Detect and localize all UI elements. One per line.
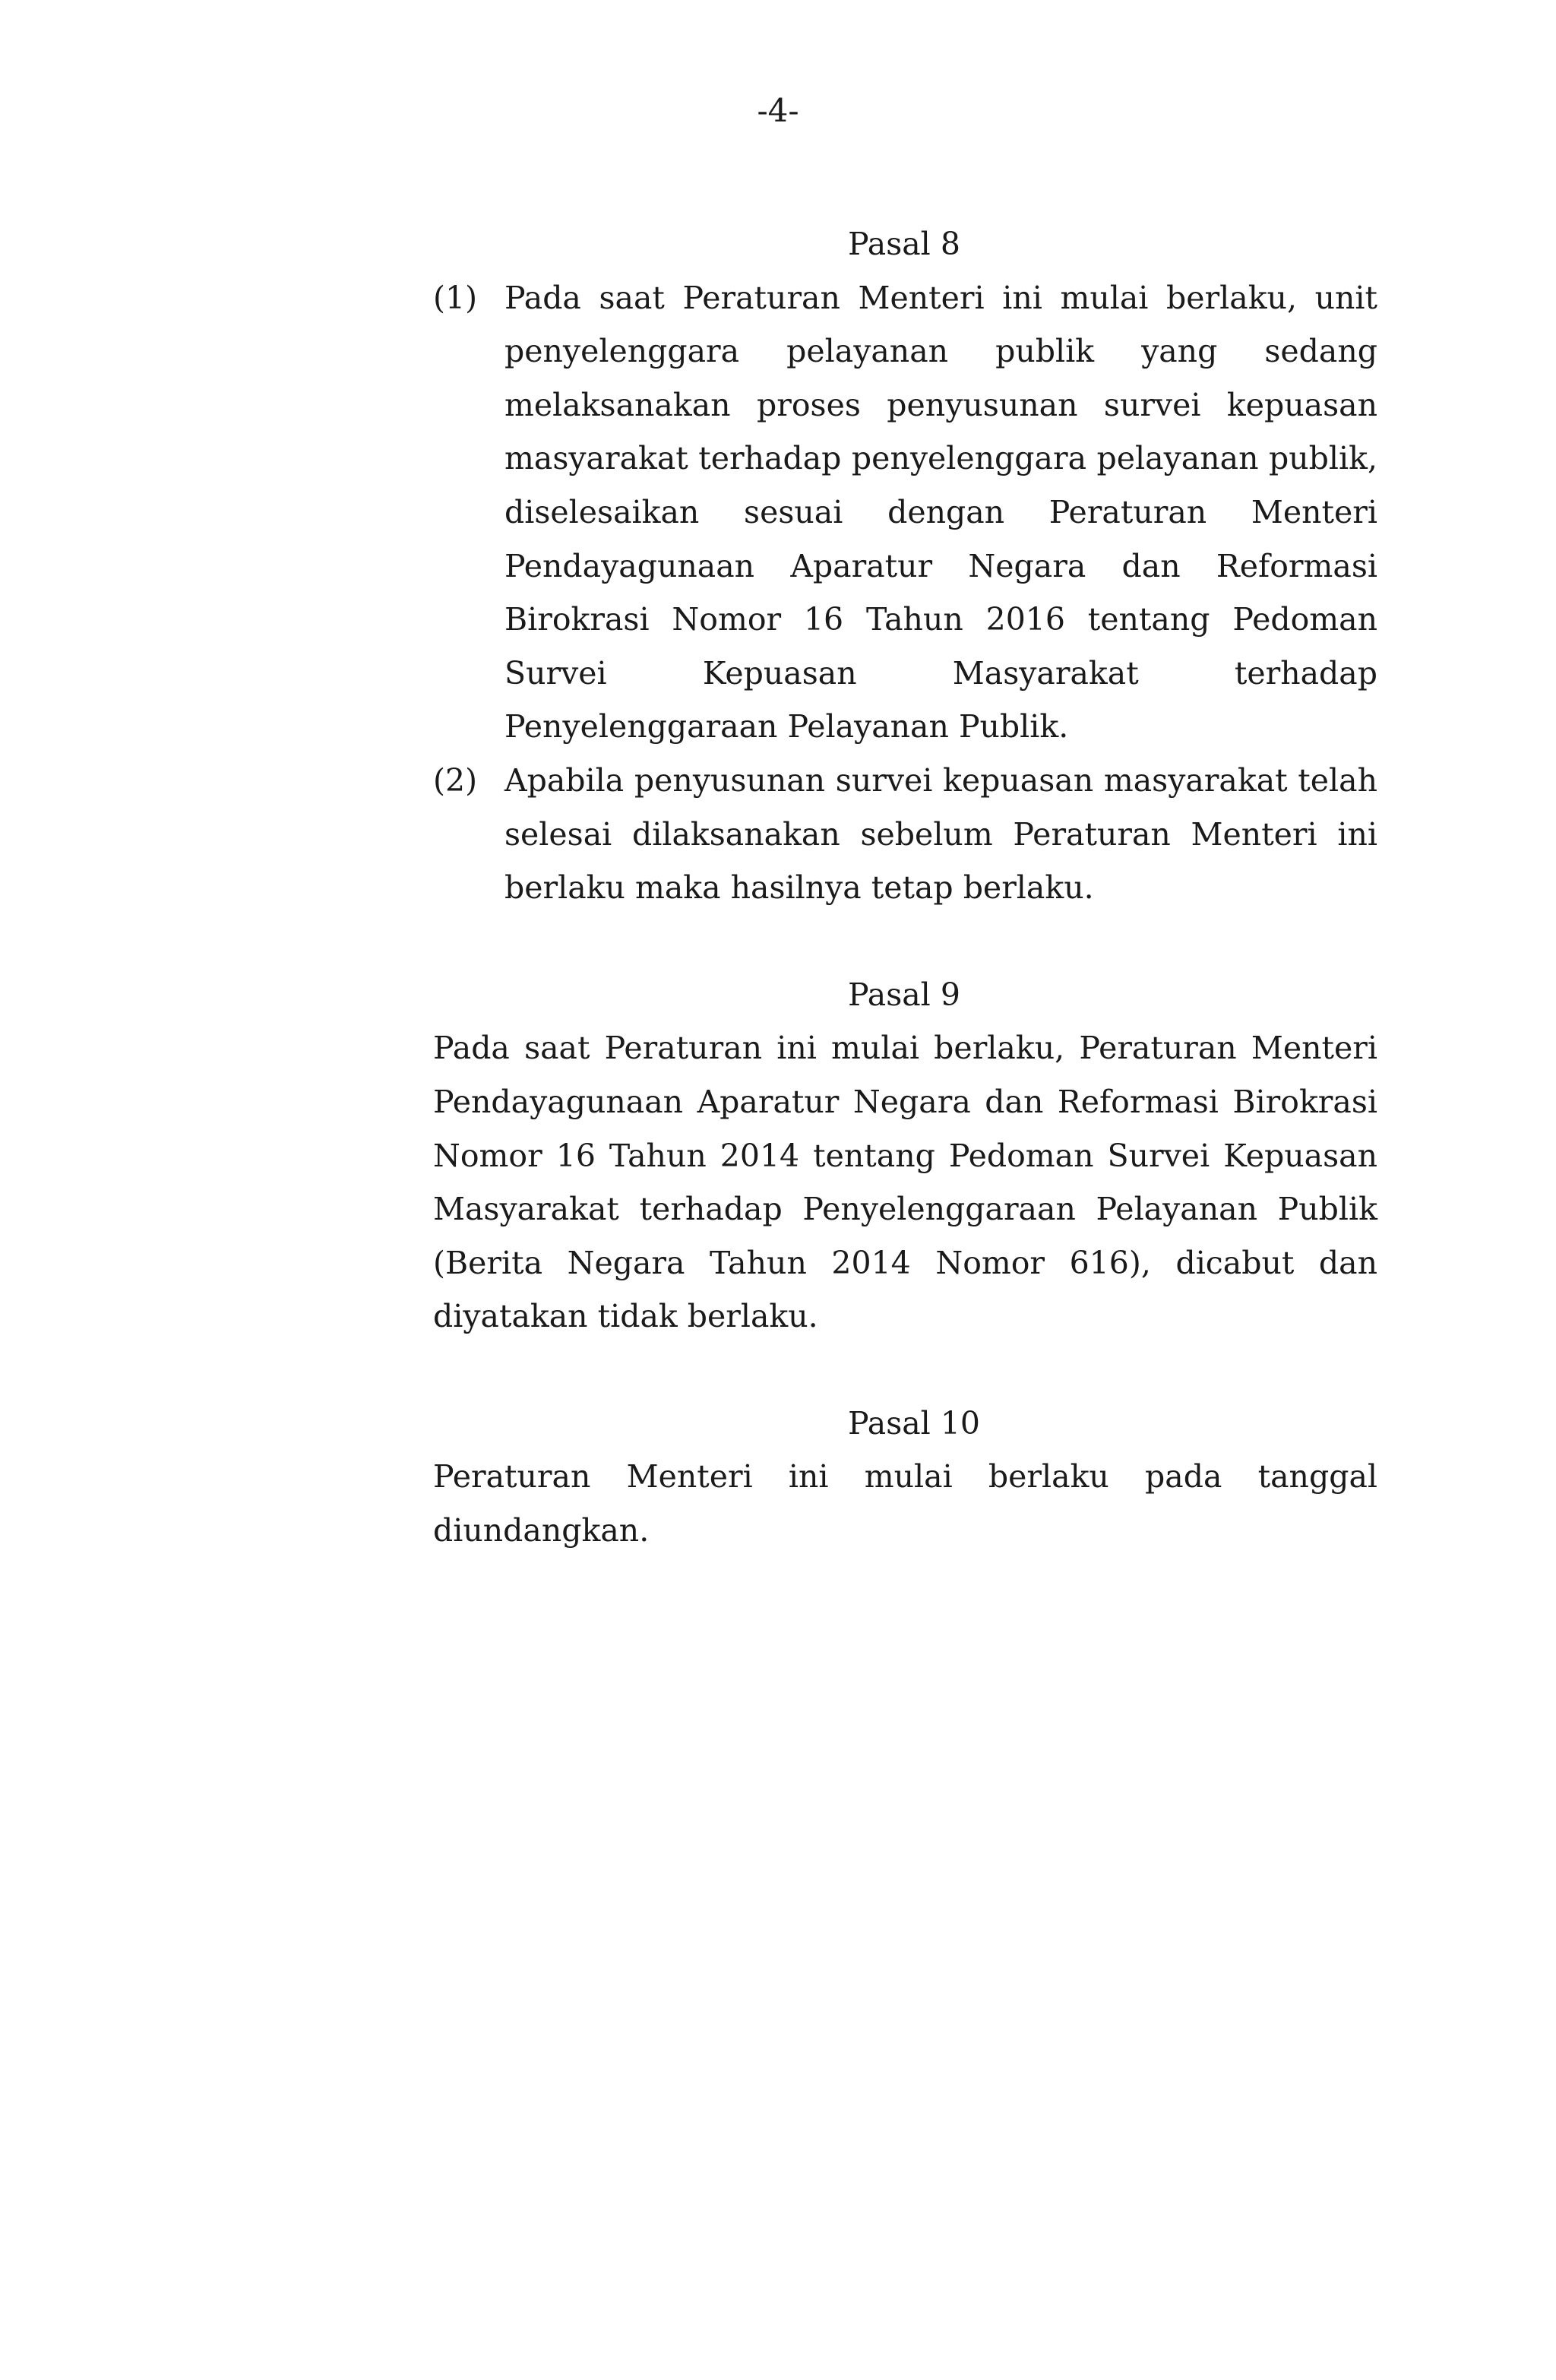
pasal-9-title: Pasal 9 <box>848 976 960 1013</box>
pasal-8-title: Pasal 8 <box>848 226 960 262</box>
pasal-10-text: Peraturan Menteri ini mulai berlaku pada tanggal diundangkan. <box>433 1458 1377 1549</box>
pasal-8-section <box>433 217 1377 915</box>
section-spacer <box>433 915 1377 968</box>
pasal-9-section <box>433 968 1377 1343</box>
item-text: Apabila penyusunan survei kepuasan masyarakat telah selesai dilaksanakan sebelum Peraturan Menteri ini berlaku maka hasilnya tetap berlaku. <box>504 761 1377 907</box>
pasal-8-item-1 <box>433 271 1377 754</box>
item-text: Pada saat Peraturan Menteri ini mulai berlaku, unit penyelenggara pelayanan publik yang sedang melaksanakan proses penyusunan survei kepuasan masyarakat terhadap penyelenggara pelayanan publik, diselesaikan sesuai dengan Peraturan Menteri Pendayagunaan Aparatur Negara dan Reformasi Birokrasi Nomor 16 Tahun 2016 tentang Pedoman Survei Kepuasan Masyarakat terhadap Penyelenggaraan Pelayanan Publik. <box>504 279 1377 745</box>
pasal-8-item-2 <box>433 754 1377 915</box>
page-number: -4- <box>757 92 799 129</box>
pasal-9-text: Pada saat Peraturan ini mulai berlaku, Peraturan Menteri Pendayagunaan Aparatur Negara dan Reformasi Birokrasi Nomor 16 Tahun 2014 tentang Pedoman Survei Kepuasan Masyarakat terhadap Penyelenggaraan Pelayanan Publik (Berita Negara Tahun 2014 Nomor 616), dicabut dan diyatakan tidak berlaku. <box>433 1030 1377 1335</box>
document-body <box>433 217 1377 1558</box>
item-number: (1) <box>433 279 478 316</box>
pasal-10-section <box>433 1397 1377 1558</box>
section-spacer <box>433 1343 1377 1397</box>
pasal-10-title: Pasal 10 <box>848 1404 980 1442</box>
item-number: (2) <box>433 761 478 799</box>
